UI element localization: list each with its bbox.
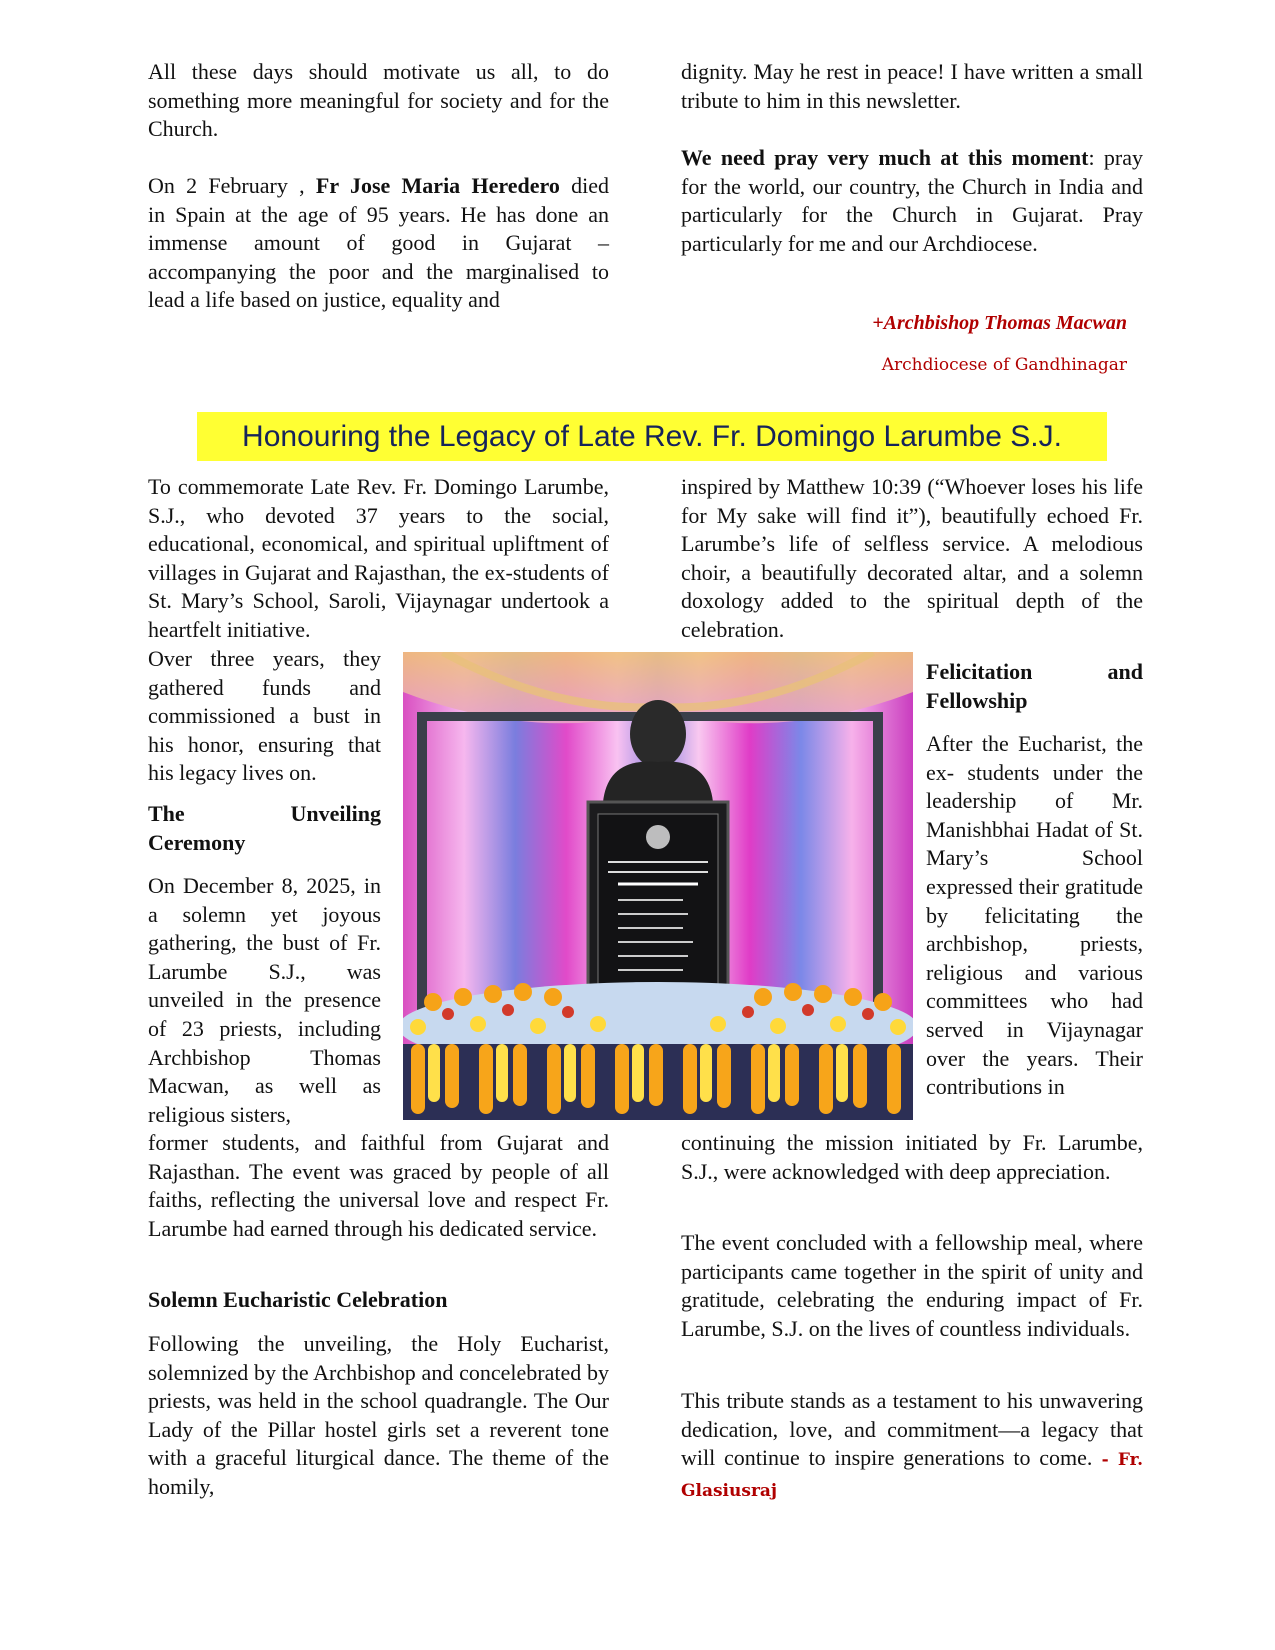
heredero-line2: in Spain at the age of 95 years. He has done an [148,201,609,227]
felicitation-narrow-paragraph: After the Eucharist, the ex- students under the leadership of Mr. Manishbhai Hadat of St. Mary’s School expressed their gratitude by felicitating the archbishop, priests, religious and various committees who had served in Vijaynagar over the years. Their contributions in [926,731,1143,1100]
unveiling-heading-word3: Ceremony [148,829,246,855]
homily-paragraph: inspired by Matthew 10:39 (“Whoever loses his life for My sake will find it”), beautifully echoed Fr. Larumbe’s life of selfless service. A melodious choir, a beautifully decorated altar, and a solemn doxology added to the spiritual depth of the celebration. [681,474,1143,642]
archbishop-signature: +Archbishop Thomas Macwan [872,312,1127,334]
unveiling-heading-word2: Unveiling [290,801,381,826]
felicitation-heading-word2: and [1107,659,1143,684]
eucharist-paragraph: Following the unveiling, the Holy Eucharist, solemnized by the Archbishop and concelebrated by priests, was held in the school quadrangle. The Our Lady of the Pillar hostel girls set a reverent tone with a graceful liturgical dance. The theme of the homily, [148,1331,609,1499]
heredero-suffix: died [559,173,609,198]
fellowship-meal-paragraph: The event concluded with a fellowship meal, where participants came together in the spirit of unity and gratitude, celebrating the enduring impact of Fr. Larumbe, S.J. on the lives of countless individuals. [681,1230,1143,1341]
felicitation-heading-word1: Felicitation [926,659,1033,684]
heredero-line3: immense amount of good in Gujarat – [148,230,609,256]
unveiling-full-paragraph: former students, and faithful from Gujarat and Rajasthan. The event was graced by people of all faiths, reflecting the universal love and respect Fr. Larumbe had earned through his dedicated service. [148,1130,609,1241]
heredero-name: Fr Jose Maria Heredero [315,173,560,198]
unveiling-heading-word1: The [148,801,185,826]
tribute-paragraph [681,1387,1143,1505]
heredero-line5: lead a life based on justice, equality and [148,287,500,313]
memorial-photo-svg [403,652,913,1120]
article-intro-narrow: Over three years, they gathered funds and commissioned a bust in his honor, ensuring that his legacy lives on. [148,646,381,786]
unveiling-narrow-paragraph: On December 8, 2025, in a solemn yet joyous gathering, the bust of Fr. Larumbe S.J., was unveiled in the presence of 23 priests, including Archbishop Thomas Macwan, as well as religious sisters, [148,873,381,1127]
article-intro-paragraph: To commemorate Late Rev. Fr. Domingo Larumbe, S.J., who devoted 37 years to the social, educational, economical, and spiritual upliftment of villages in Gujarat and Rajasthan, the ex-students of St. Mary’s School, Saroli, Vijaynagar undertook a heartfelt initiative. [148,474,609,642]
tribute-note-paragraph: dignity. May he rest in peace! I have written a small tribute to him in this newsletter. [681,59,1143,113]
archdiocese-name: Archdiocese of Gandhinagar [881,355,1127,375]
intro-paragraph-motivate: All these days should motivate us all, to do something more meaningful for society and for the Church. [148,59,609,142]
heredero-paragraph [148,172,609,315]
heredero-line4: accompanying the poor and the marginalised to [148,258,609,284]
article-title-banner: Honouring the Legacy of Late Rev. Fr. Domingo Larumbe S.J. [197,412,1107,461]
article-author: - Fr. Glasiusraj [681,1450,1143,1501]
tribute-text: This tribute stands as a testament to his unwavering dedication, love, and commitment—a legacy that will continue to inspire generations to come. [681,1388,1143,1471]
felicitation-full-paragraph: continuing the mission initiated by Fr. Larumbe, S.J., were acknowledged with deep appreciation. [681,1130,1143,1184]
heredero-prefix: On 2 February , [148,173,316,198]
unveiling-heading [148,800,381,857]
felicitation-heading-word3: Fellowship [926,687,1028,713]
prayer-rest: : pray for the world, our country, the Church in India and particularly for the Church in Gujarat. Pray particularly for me and our Archdiocese. [681,145,1143,256]
prayer-paragraph [681,144,1143,258]
prayer-bold-lead: We need pray very much at this moment [681,145,1089,170]
bust-memorial-photo [403,652,913,1120]
felicitation-heading [926,658,1143,715]
eucharist-heading: Solemn Eucharistic Celebration [148,1287,448,1312]
